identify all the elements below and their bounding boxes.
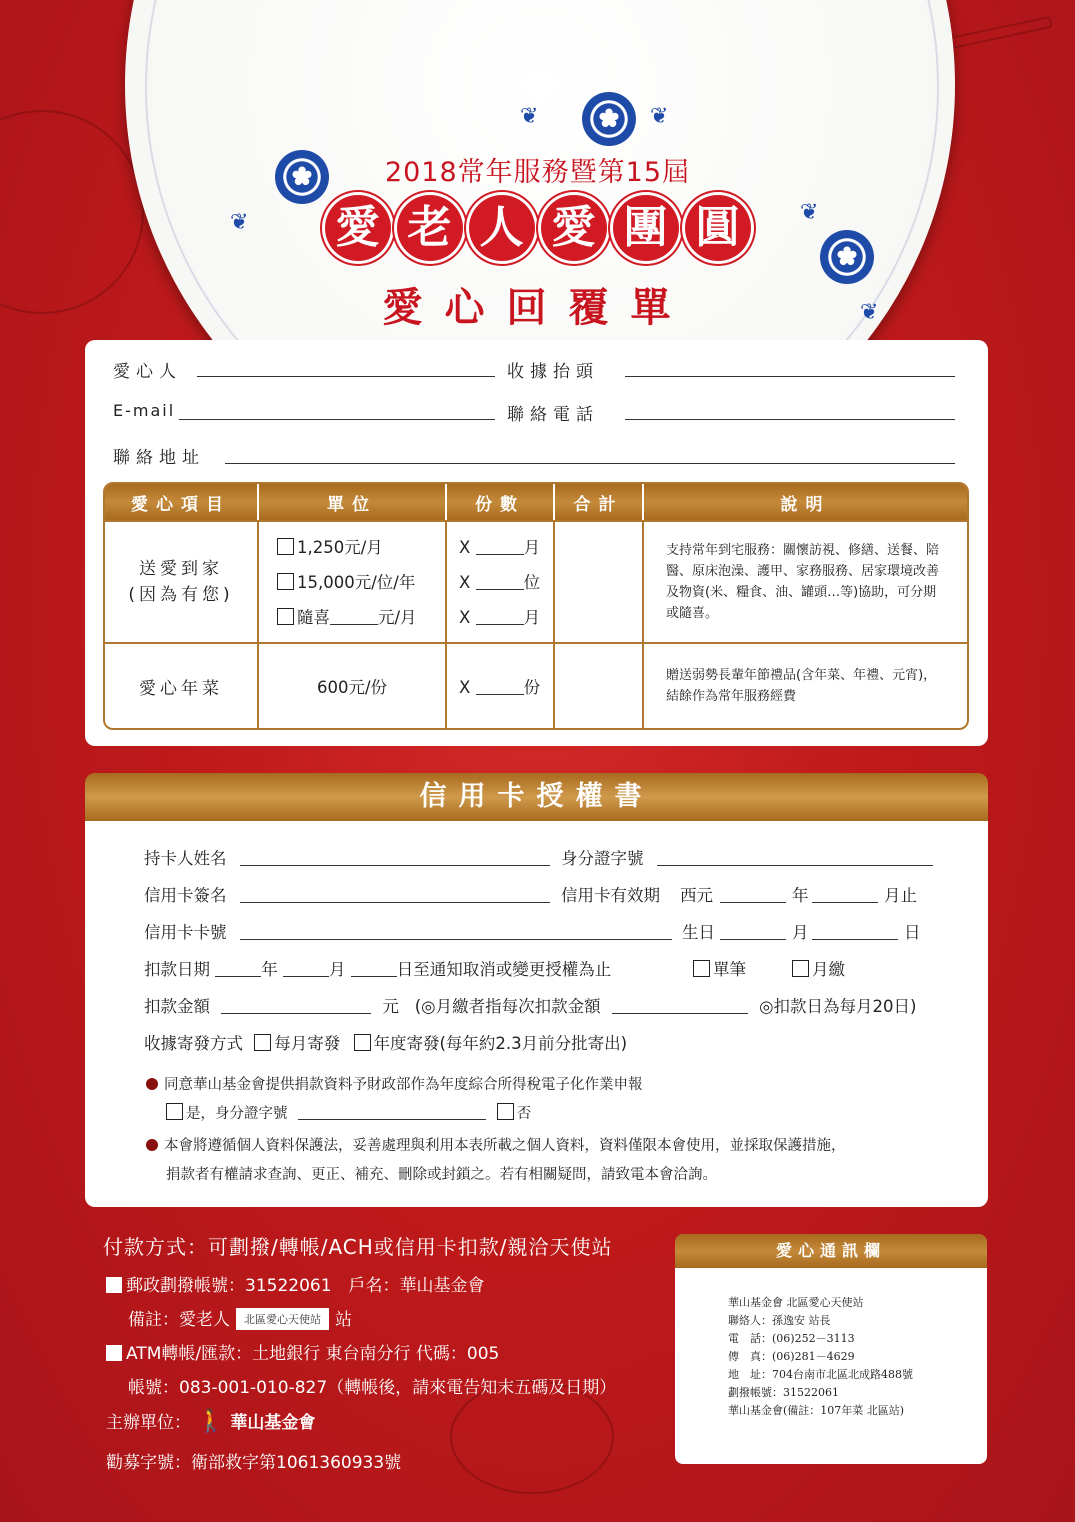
receipt-method-row: 收據寄發方式 每月寄發 年度寄發(每年約2.3月前分批寄出) — [144, 1034, 628, 1053]
deduct-date-row: 扣款日期 年 月 日至通知取消或變更授權為止 — [144, 960, 612, 979]
blue-leaf-icon: ❦ — [650, 104, 669, 129]
card-number-label: 信用卡卡號 — [144, 923, 227, 942]
qty-field[interactable]: X 位 — [459, 572, 541, 592]
qty-field[interactable]: X 份 — [459, 678, 541, 697]
single-payment-option[interactable]: 單筆 — [693, 956, 746, 980]
title-char: 愛 — [541, 195, 607, 261]
fundraising-permit: 勸募字號：衛部救字第1061360933號 — [106, 1453, 402, 1473]
phone-field[interactable] — [625, 419, 955, 420]
credit-card-title: 信用卡授權書 — [85, 773, 988, 821]
payment-methods-title: 付款方式：可劃撥/轉帳/ACH或信用卡扣款/親洽天使站 — [103, 1235, 613, 1259]
item-name: 愛心年菜 — [105, 642, 257, 728]
bank-account: 帳號：083-001-010-827（轉帳後，請來電告知末五碼及日期） — [128, 1378, 617, 1398]
item-name: 送愛到家 — [139, 559, 223, 579]
message-line: 劃撥帳號：31522061 — [728, 1386, 839, 1399]
phone-label: 聯絡電話 — [507, 405, 599, 425]
consent-id-field[interactable] — [298, 1105, 486, 1120]
checkbox[interactable] — [277, 573, 294, 590]
item-description: 支持常年到宅服務：關懷訪視、修繕、送餐、陪醫、原床泡澡、護甲、家務服務、居家環境改善及物資(米、糧食、油、罐頭…等)協助，可分期或隨喜。 — [642, 520, 967, 642]
message-line: 地 址：704台南市北區北成路488號 — [728, 1368, 913, 1381]
signature-label: 信用卡簽名 — [144, 886, 227, 905]
deduct-month-field[interactable] — [283, 962, 329, 977]
message-line: 華山基金會 北區愛心天使站 — [728, 1296, 864, 1309]
checkbox[interactable] — [277, 608, 294, 625]
postal-account: 郵政劃撥帳號：31522061 戶名：華山基金會 — [106, 1271, 485, 1296]
email-label: E-mail — [113, 401, 176, 420]
donation-items-table — [103, 482, 969, 730]
yearly-send-option[interactable]: 年度寄發(每年約2.3月前分批寄出) — [354, 1034, 628, 1053]
blue-flower-icon: ✿ — [275, 150, 329, 204]
message-line: 聯絡人：孫逸安 站長 — [728, 1314, 831, 1327]
message-line: 電 話：(06)252－3113 — [728, 1332, 855, 1345]
unit-option-monthly[interactable]: 1,250元/月 — [277, 530, 444, 565]
unit-option-free[interactable]: 隨喜 元/月 — [277, 600, 444, 635]
consent-yes-option[interactable]: 是，身分證字號 — [166, 1106, 288, 1122]
birthday-label: 生日 — [682, 923, 715, 942]
table-header: 合計 — [553, 484, 642, 520]
message-box-title: 愛心通訊欄 — [675, 1234, 987, 1268]
birthday-day-field[interactable] — [812, 939, 898, 940]
table-header: 份數 — [445, 484, 553, 520]
donor-name-field[interactable] — [197, 376, 495, 377]
deduct-year-field[interactable] — [215, 962, 261, 977]
item-description: 贈送弱勢長輩年節禮品(含年菜、年禮、元宵)，結餘作為常年服務經費 — [642, 642, 967, 728]
expiry-era: 西元 — [680, 886, 713, 905]
event-year-title: 2018常年服務暨第15屆 — [384, 157, 691, 188]
station-stamp: 北區愛心天使站 — [236, 1308, 329, 1330]
organizer-logo-icon: 🚶 — [197, 1409, 225, 1434]
amount-field[interactable] — [221, 999, 371, 1014]
table-header: 說明 — [642, 484, 967, 520]
title-char: 老 — [397, 195, 463, 261]
receipt-title-field[interactable] — [625, 376, 955, 377]
address-field[interactable] — [225, 463, 955, 464]
consent-no-option[interactable]: 否 — [497, 1106, 532, 1122]
qty-field[interactable]: X 月 — [459, 537, 541, 557]
unit-option-yearly[interactable]: 15,000元/位/年 — [277, 565, 444, 600]
expiry-label: 信用卡有效期 — [561, 886, 660, 905]
tax-consent-text: 同意華山基金會提供捐款資料予財政部作為年度綜合所得稅電子化作業申報 — [146, 1073, 643, 1094]
bullet-icon — [146, 1078, 158, 1090]
checkbox[interactable] — [354, 1034, 371, 1051]
total-field[interactable] — [553, 642, 642, 728]
monthly-amount-field[interactable] — [612, 999, 748, 1014]
table-row — [105, 520, 257, 642]
title-char: 圓 — [685, 195, 751, 261]
deduct-day-field[interactable] — [351, 962, 397, 977]
atm-transfer: ATM轉帳/匯款：土地銀行 東台南分行 代碼：005 — [106, 1339, 499, 1364]
square-bullet-icon — [106, 1277, 122, 1293]
table-header: 愛心項目 — [105, 484, 257, 520]
checkbox[interactable] — [166, 1103, 183, 1120]
unit-price: 600元/份 — [257, 642, 445, 728]
amount-row: 扣款金額 元 (◎月繳者指每次扣款金額 ◎扣款日為每月20日) — [144, 997, 917, 1016]
privacy-text: 本會將遵循個人資料保護法，妥善處理與利用本表所載之個人資料，資料僅限本會使用，並採取保護措施， — [146, 1134, 846, 1155]
blue-leaf-icon: ❦ — [520, 104, 539, 129]
item-note: (因為有您) — [128, 585, 234, 605]
checkbox[interactable] — [693, 960, 710, 977]
id-number-label: 身分證字號 — [561, 849, 644, 868]
form-subtitle: 愛心回覆單 — [382, 284, 693, 331]
receipt-title-label: 收據抬頭 — [507, 362, 599, 382]
signature-field[interactable] — [240, 902, 550, 903]
address-label: 聯絡地址 — [113, 448, 205, 468]
checkbox[interactable] — [792, 960, 809, 977]
title-char: 愛 — [325, 195, 391, 261]
blue-leaf-icon: ❦ — [860, 300, 879, 325]
holder-name-label: 持卡人姓名 — [144, 849, 227, 868]
blue-flower-icon: ✿ — [820, 230, 874, 284]
card-number-field[interactable] — [240, 939, 672, 940]
main-title — [0, 195, 1075, 261]
blue-leaf-icon: ❦ — [230, 210, 249, 235]
expiry-month-field[interactable] — [812, 902, 878, 903]
tax-consent-options — [166, 1102, 531, 1123]
message-line: 華山基金會(備註：107年菜 北區站) — [728, 1404, 905, 1417]
checkbox[interactable] — [277, 538, 294, 555]
holder-name-field[interactable] — [240, 865, 550, 866]
qty-field[interactable]: X 月 — [459, 607, 541, 627]
privacy-text: 捐款者有權請求查詢、更正、補充、刪除或封鎖之。若有相關疑問，請致電本會洽詢。 — [166, 1167, 717, 1183]
table-header: 單位 — [257, 484, 445, 520]
blue-leaf-icon: ❦ — [800, 200, 819, 225]
month-end-label: 月止 — [884, 886, 917, 905]
year-label: 年 — [792, 886, 809, 905]
bullet-icon — [146, 1139, 158, 1151]
checkbox[interactable] — [254, 1034, 271, 1051]
remark-line: 備註：愛老人 北區愛心天使站 站 — [128, 1310, 352, 1330]
donor-name-label: 愛心人 — [113, 362, 182, 382]
message-line: 傳 真：(06)281－4629 — [728, 1350, 855, 1363]
monthly-payment-option[interactable]: 月繳 — [792, 956, 845, 980]
total-field[interactable] — [553, 520, 642, 642]
month-label: 月 — [792, 923, 809, 942]
id-number-field[interactable] — [657, 865, 933, 866]
monthly-send-option[interactable]: 每月寄發 — [254, 1034, 340, 1053]
birthday-month-field[interactable] — [720, 939, 786, 940]
organizer-line: 主辦單位： 🚶 華山基金會 — [106, 1409, 316, 1434]
day-label: 日 — [904, 923, 921, 942]
square-bullet-icon — [106, 1345, 122, 1361]
blue-flower-icon: ✿ — [582, 92, 636, 146]
title-char: 人 — [469, 195, 535, 261]
email-field[interactable] — [179, 419, 495, 420]
title-char: 團 — [613, 195, 679, 261]
message-box — [675, 1268, 987, 1464]
expiry-year-field[interactable] — [720, 902, 786, 903]
checkbox[interactable] — [497, 1103, 514, 1120]
